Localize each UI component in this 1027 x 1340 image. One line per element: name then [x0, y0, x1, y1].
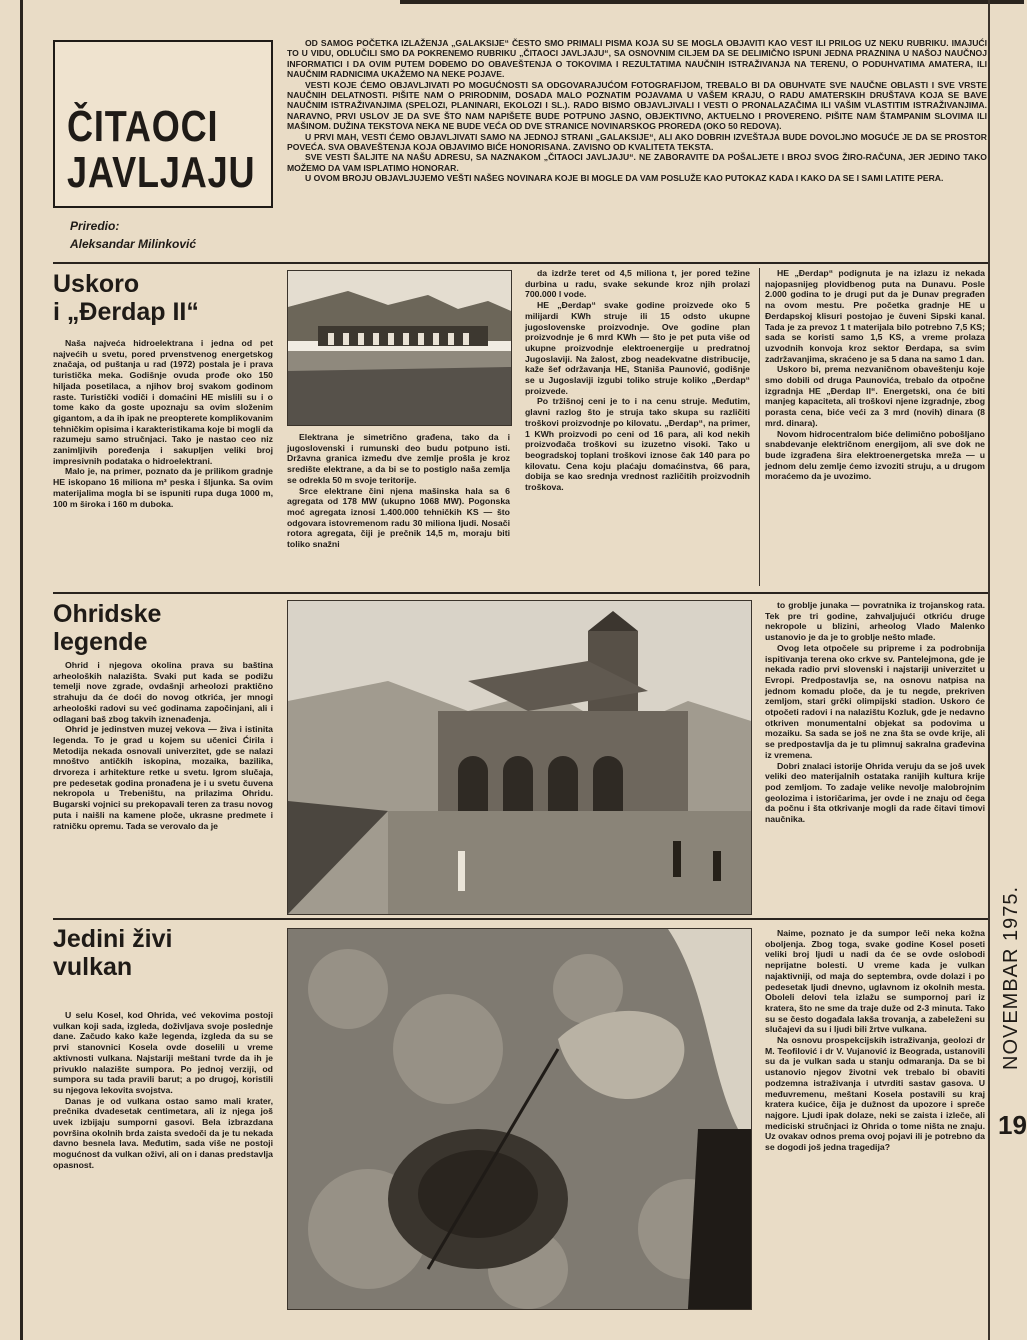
intro-paragraph: OD SAMOG POČETKA IZLAŽENJA „GALAKSIJE“ ČESTO SMO PRIMALI PISMA KOJA SU SE MOGLA OBJAVITI KAO VEST ILI PRILOG UZ NEKU RUBRIKU. IMAJUĆI TO U VIDU, ODLUČILI SMO DA POKRENEMO RUBRIKU „ČITAOCI JAVLJAJU“, SA OSNOVNIM CILJEM DA SE DELIMIČNO ISPUNI JEDNA PRAZNINA U NAŠOJ NAUČNOJ INFORMATICI I DA OVIM PUTEM DOĐEMO DO OBAVEŠTENJA O TOKOVIMA I REZULTATIMA NAUČNIH ISTRAŽIVANJA NA TERENU, O PODUHVATIMA AMATERA, ILI NAUČNIM RADNICIMA UKAŽEMO NA NEKE POJAVE. — [287, 38, 987, 80]
article-ohrid-col2 — [765, 600, 985, 825]
paragraph: Srce elektrane čini njena mašinska hala sa 6 agregata od 178 MW (ukupno 1068 MW). Pogonska moć agregata iznosi 1.400.000 tehničkih KS — što odgovara istovremenom radu 30 miliona ljudi. Nosači rotora agregata, čiji je prečnik 14,5 m, moraju biti toliko snažni — [287, 485, 510, 550]
article-title-vulkan — [53, 925, 273, 981]
paragraph: Naša najveća hidroelektrana i jedna od pet najvećih u svetu, pored prvenstvenog energetskog značaja, od puštanja u rad (1972) postala je i prava turistička meka. Godišnje ovuda prođe oko 150 hiljada posetilaca, a njihov broj svakom godinom raste. Turistički vodiči i domaćini HE mislili su i o tome kako da goste upoznaju sa ovim složenim gigantom, a da ih ipak ne preopterete komplikovanim tehničkim opisima i karakteristikama koje bi mogli da razumeju samo stručnjaci. Tako je nastao ceo niz zanimljivih poređenja i sakupljen veliki broj impresivnih podataka o hidroelektrani. — [53, 338, 273, 466]
paragraph: Danas je od vulkana ostao samo mali krater, prečnika dvadesetak centimetara, ali iz njega još uvek izbijaju sumporni gasovi. Bela izbrazdana površina okolnih brda zaista svedoči da je tu nekada davno besnela lava. Međutim, sada više ne postoji mogućnost da vulkan oživi, ali on i danas predstavlja opasnost. — [53, 1095, 273, 1170]
article-djerdap-col2 — [287, 432, 510, 550]
paragraph: Elektrana je simetrično građena, tako da i jugoslovenski i rumunski deo budu potpuno isti. Državna granica između dve zemlje prošla je kroz središte elektrane, a da bi se to postiglo naša zemlja se odrekla 50 m svoje teritorije. — [287, 432, 510, 485]
section-title-line2: JAVLJAJU — [67, 148, 256, 197]
intro-text — [287, 38, 987, 184]
article-title-line: legende — [53, 628, 148, 656]
church-photo — [287, 600, 752, 915]
paragraph: Ohrid i njegova okolina prava su baština arheoloških nalazišta. Svaki put kada se podižu temelji nove zgrade, ovdašnji arheolozi praktično strahuju da će doći do novog otkrića, jer mnogi arheološki radovi su već godinama započinjani, ali i odlagani baš zbog takvih iznenađenja. — [53, 660, 273, 724]
article-title-line: i „Đerdap II“ — [53, 298, 199, 326]
paragraph: Naime, poznato je da sumpor leči neka kožna oboljenja. Zbog toga, svake godine Kosel poseti veliki broj ljudi u nadi da će se ovde oslobodi neprijatne bolesti. U vreme kada je vulkan najaktivniji, od maja do septembra, ovde dolazi i po pedesetak ljudi dnevno, uglavnom iz okolnih mesta. Oboleli delovi tela izlažu se sumpornoj pari iz kratera, što ne sme da traje duže od 2-3 minuta. Tako su se često događala lakša trovanja, a zabeleženi su slučajevi da su i ljudi bili žrtve vulkana. — [765, 928, 985, 1035]
paragraph: da izdrže teret od 4,5 miliona t, jer pored težine durbina u radu, svake sekunde kroz njih prolazi 700.000 l vode. — [525, 268, 750, 300]
article-title-line: vulkan — [53, 953, 133, 981]
intro-paragraph: U PRVI MAH, VESTI ĆEMO OBJAVLJIVATI SAMO NA JEDNOJ STRANI „GALAKSIJE“, ALI AKO DOBRIH IZVEŠTAJA BUDE DOVOLJNO MOGUĆE JE DA SE PROSTOR POVEĆA. SVA OBAVEŠTENJA KOJA OBJAVIMO BIĆE HONORISANA. ZAVISNO OD KVALITETA TEKSTA. — [287, 131, 987, 153]
intro-paragraph: SVE VESTI ŠALJITE NA NAŠU ADRESU, SA NAZNAKOM „ČITAOCI JAVLJAJU“. NE ZABORAVITE DA POŠALJETE I BROJ SVOG ŽIRO-RAČUNA, JER JEDINO TAKO MOŽEMO DA VAM ISPLATIMO HONORAR. — [287, 152, 987, 173]
top-border — [400, 0, 1024, 4]
page-right-edge — [988, 0, 990, 1340]
dam-photo — [287, 270, 512, 426]
paragraph: HE „Đerdap“ podignuta je na izlazu iz nekada najopasnijeg plovidbenog puta na Dunavu. Posle 2.000 godina to je drugi put da je Dunav pregrađen na ovom mestu. Pre početka gradnje HE u Đerdapskoj klisuri postojao je čuveni Sipski kanal. Tada je za prevoz 1 t materijala bilo potrebno 7,5 KS; sada se koristi samo 1,5 KS, a vreme prolaza uzvodnih konvoja kroz sektor Đerdapa, sa svim zadržavanjima, skraćeno je sa 5 dana na samo 1 dan. — [765, 268, 985, 364]
section-title — [67, 102, 256, 197]
intro-paragraph: U OVOM BROJU OBJAVLJUJEMO VEŠTI NAŠEG NOVINARA KOJE BI MOGLE DA VAM POSLUŽE KAO PUTOKAZ KADA I KAKO DA SE I SAMI LATITE PERA. — [305, 173, 944, 184]
page-number: 19 — [998, 1110, 1027, 1140]
section-title-line1: ČITAOCI — [67, 102, 219, 151]
paragraph: Uskoro bi, prema nezvaničnom obaveštenju koje smo dobili od druga Paunovića, trebalo da otpočne izgradnja HE „Đerdap II“. Energetski, ona će biti manjeg kapaciteta, ali troškovi njene izgradnje, zbog porasta cena, biće veći za 3 mrd (novih) dinara (8 mrd. dinara). — [765, 364, 985, 428]
column-divider — [759, 268, 760, 586]
article-vulkan-col2 — [765, 928, 985, 1153]
paragraph: to groblje junaka — povratnika iz trojanskog rata. Tek pre tri godine, zahvaljujući otkriću druge nekropole u blizini, arheolog Vlado Malenko ustanovio je da je to groblje nešto mlađe. — [765, 600, 985, 643]
article-title-ohrid — [53, 600, 273, 656]
editor-name: Aleksandar Milinković — [70, 237, 197, 251]
paragraph: Na osnovu prospekcijskih istraživanja, geolozi dr M. Teofilović i dr V. Vujanović iz Beograda, ustanovili su da je vulkan sada u stanju odmaranja. Da se bi ustanovio njegov životni vek trebalo bi obaviti podzemna istraživanja i utvrditi sastav gasova. U međuvremenu, meštani Kosela postavili su kraj kratera kućice, čija je dužnost da upozore i spreče najgore. Ljudi ipak dolaze, neki se zaista i izleče, ali mediciski stručnjaci iz Ohrida o tome ništa ne znaju. Uz ovakav odnos prema ovoj pojavi ili je potrebno da se dogodi još jedna tragedija? — [765, 1035, 985, 1153]
paragraph: Ovog leta otpočele su pripreme i za podrobnija ispitivanja terena oko crkve sv. Pantelejmona, gde je nekada radio prvi slovenski i najstariji univerzitet u Evropi. Predpostavlja se, na osnovu natpisa na jednom komadu ploče, da je tu negde, prekriven zemljom, stari grčki olimpijski stadion. Uskoro će otpočeti radovi i na nalazištu Kozluk, gde je nedavno otkriven monumentalni objekat sa podovima u mozaiku. Sa sada se još ne zna šta se ovde krije, ali se predpostavlja da je tu plimnuj sakralna građevina iz vremena. — [765, 642, 985, 760]
article-ohrid-col1 — [53, 660, 273, 831]
article-divider — [53, 592, 988, 594]
paragraph: Malo je, na primer, poznato da je prilikom gradnje HE iskopano 16 miliona m³ peska i šljunka. Sa ovim materijalima mogla bi se ispuniti rupa duga 1000 m, 100 m široka i 160 m duboka. — [53, 466, 273, 509]
editor-label: Priredio: — [70, 219, 120, 233]
article-title-line: Uskoro — [53, 270, 140, 298]
issue-date: NOVEMBAR 1975. — [1000, 885, 1022, 1070]
intro-paragraph: VESTI KOJE ĆEMO OBJAVLJIVATI PO MOGUĆNOSTI SA ODGOVARAJUĆOM FOTOGRAFIJOM, TREBALO BI DA OBUHVATE SVE NAUČNE OBLASTI I SVE VRSTE NAUČNIH DELATNOSTI. PIŠITE NAM O PRIRODNIM, DOSADA MALO POZNATIM POJAVAMA U VAŠEM KRAJU, O RADU AMATERSKIH DRUŠTAVA KOJA SE BAVE NAUČNIM ISTRAŽIVANJIMA (SPELOZI, PLANINARI, EKOLOZI I SL.). RADO BISMO OBJAVLJIVALI I VESTI O PRONALAZAČIMA ILI VAŠIM VLASTITIM ISTRAŽIVANJIMA. NARAVNO, PRVI USLOV JE DA SVE ŠTO NAM NAPIŠETE BUDE POTPUNO JASNO, OBJEKTIVNO, AKTUELNO I PROVERENO. PIŠITE NAM ŠTAMPANIM SLOVIMA ILI MAŠINOM. DUŽINA TEKSTOVA NEKA NE BUDE VEĆA OD DVE STRANICE NOVINARSKOG PROREDA (OKO 50 REDOVA). — [287, 79, 987, 132]
article-vulkan-col1 — [53, 1010, 273, 1171]
header-divider — [53, 262, 988, 264]
article-djerdap-col4 — [765, 268, 985, 482]
article-djerdap-col1 — [53, 338, 273, 509]
paragraph: Po tržišnoj ceni je to i na cenu struje. Međutim, glavni razlog što je struja tako skupa su različiti troškovi proizvodnje po kilovatu. „Đerdap“, na primer, 1 KWh proizvodi po ceni od 16 para, ali kod nekih proizvođača troškovi su izuzetno visoki. Tako u beogradskoj toplani troškovi iznose čak 140 para po kilovatu. Cena koju plaćaju domaćinstva, 66 para, dobija se kao srednja vrednost različitih proizvodnih troškova. — [525, 396, 750, 493]
article-djerdap-col3 — [525, 268, 750, 493]
section-title-box — [53, 40, 273, 208]
paragraph: Dobri znalaci istorije Ohrida veruju da se još uvek veliki deo materijalnih ostataka ranijih kultura krije pod zemljom. To zadaje velike nevolje malobrojnim geolozima i istoričarima, jer ovde i ne znaju od čega da počnu i šta otkrivanje mogli da rade čitavi timovi naučnika. — [765, 760, 985, 825]
article-divider — [53, 918, 988, 920]
paragraph: Ohrid je jedinstven muzej vekova — živa i istinita legenda. To je grad u kojem su učenici Ćirila i Metodija nekada osnovali univerzitet, gde se nalazi mnoštvo antičkih iskopina, mozaika, bazilika, drvoreza i arhitekture retke u svetu. Igrom slučaja, pre pedesetak godina pronađena je i u svetu čuvena nekropola u Trebeništu, na prilazima Ohridu. Bugarski vojnici su prekopavali teren za trasu novog puta i naišli na kamene ploče, ukrasne predmete i ratničku opremu. Tada se verovalo da je — [53, 724, 273, 831]
paragraph: HE „Đerdap“ svake godine proizvede oko 5 milijardi KWh struje ili 15 odsto ukupne jugoslovenske proizvodnje. Ove godine plan proizvodnje je 6 mrd KWh — što je pet puta više od ukupne proizvodnje elektroenergije u predratnoj Jugoslaviji. Na žalost, zbog neadekvatne distribucije, kaže šef održavanja HE, Staniša Paunović, godišnje se u Jugoslaviji izgubi toliko struje koliko „Đerdap“ proizvede. — [525, 300, 750, 396]
paragraph: Novom hidrocentralom biće delimično pobošljano snabdevanje električnom energijom, ali sve dok ne bude izgrađena šira elektroenergetska mreža — u jednom delu zemlje ćemo izvoziti struju, a u drugom moraćemo da je uvozimo. — [765, 428, 985, 482]
page-left-edge — [20, 0, 23, 1340]
paragraph: U selu Kosel, kod Ohrida, već vekovima postoji vulkan koji sada, izgleda, doživljava svoje poslednje dane. Začudo kako kaže legenda, izgleda da su se prvi stanovnici Kosela ovde doselili u vreme aktivnosti vulkana. Najstariji meštani tvrde da ih je privuklo nalazište sumpora. Po jednoj verziji, od sumpora su tada pravili barut; a po drugoj, koristili su njegova lekovita svojstva. — [53, 1010, 273, 1095]
article-title-djerdap — [53, 270, 273, 326]
crater-photo — [287, 928, 752, 1310]
article-title-line: Jedini živi — [53, 925, 173, 953]
article-title-line: Ohridske — [53, 600, 162, 628]
